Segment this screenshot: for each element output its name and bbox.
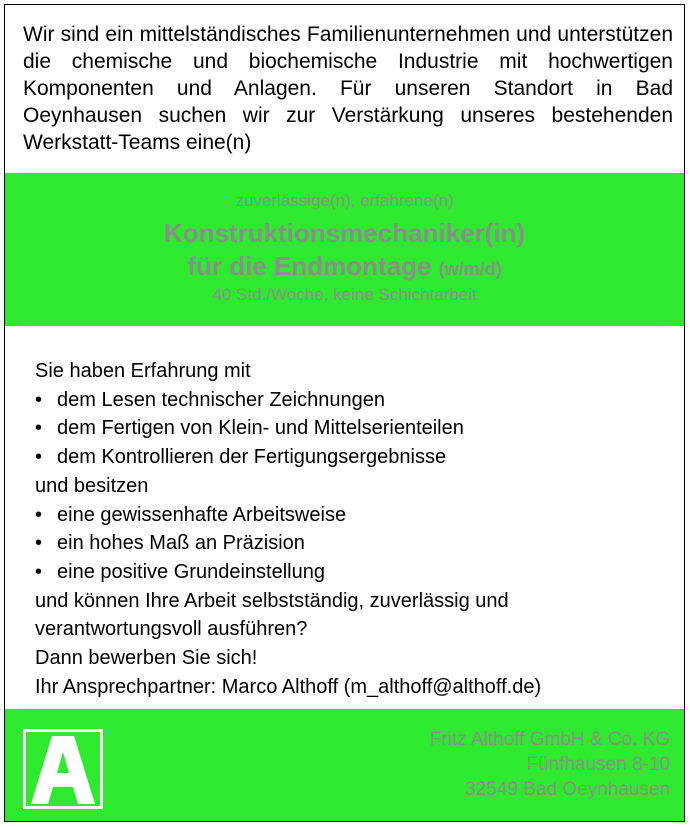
company-logo	[23, 729, 103, 809]
bullet-icon: •	[35, 446, 43, 469]
list-item	[35, 386, 675, 415]
intro-line: unseres bestehenden Werkstatt-Teams eine(n)	[23, 104, 673, 154]
list-item	[35, 414, 675, 443]
list-item-text: eine positive Grundeinstellung	[57, 560, 325, 583]
job-title-banner	[5, 173, 684, 326]
intro-line: unterstützen die chemische und biochemische Industrie mit	[23, 23, 673, 73]
list-item-text: dem Kontrollieren der Fertigungsergebnisse	[57, 446, 447, 469]
job-title-line2	[5, 251, 684, 285]
intro-line: hochwertigen Komponenten und Anlagen. Für unseren	[23, 50, 673, 100]
list-item	[35, 529, 675, 558]
logo-a-icon	[26, 732, 100, 806]
list-item	[35, 558, 675, 587]
list-item	[35, 443, 675, 472]
list-item-text: eine gewissenhafte Arbeitsweise	[57, 503, 347, 526]
job-title: Konstruktionsmechaniker(in)	[163, 218, 526, 248]
bullet-icon: •	[35, 503, 43, 526]
intro-line: Standort in Bad Oeynhausen suchen wir zur Verstärkung	[23, 77, 673, 127]
company-city: 32549 Bad Oeynhausen	[465, 779, 670, 800]
intro-paragraph	[23, 21, 673, 156]
job-title-suffix: für die Endmontage	[187, 251, 432, 281]
closing-text: und können Ihre Arbeit selbstständig, zuverlässig und	[35, 589, 509, 612]
possess-intro: und besitzen	[35, 474, 149, 497]
list-item-text: dem Lesen technischer Zeichnungen	[57, 388, 385, 411]
list-item-text: dem Fertigen von Klein- und Mittelserienteilen	[57, 417, 464, 440]
list-item-text: ein hohes Maß an Präzision	[57, 532, 305, 555]
bullet-icon: •	[35, 417, 43, 440]
company-street: Fünfhausen 8-10	[526, 754, 670, 775]
list-item	[35, 501, 675, 530]
intro-line: Wir sind ein mittelständisches Familienunternehmen und	[23, 23, 558, 46]
requirements-section	[35, 357, 675, 701]
bullet-icon: •	[35, 532, 43, 555]
company-name: Fritz Althoff GmbH & Co. KG	[429, 729, 670, 750]
closing-text: verantwortungsvoll ausführen?	[35, 618, 308, 641]
job-subtitle: zuverlässige(n), erfahrene(n)	[235, 191, 454, 210]
bullet-icon: •	[35, 560, 43, 583]
company-address	[430, 727, 670, 802]
company-footer	[5, 709, 684, 822]
working-hours: 40 Std./Woche, keine Schichtarbeit	[212, 285, 477, 304]
bullet-icon: •	[35, 388, 43, 411]
gender-note: (w/m/d)	[438, 259, 502, 279]
contact-person: Ihr Ansprechpartner: Marco Althoff (m_althoff@althoff.de)	[35, 675, 542, 698]
job-advertisement	[4, 4, 685, 822]
apply-call: Dann bewerben Sie sich!	[35, 647, 258, 670]
experience-intro: Sie haben Erfahrung mit	[35, 360, 251, 382]
